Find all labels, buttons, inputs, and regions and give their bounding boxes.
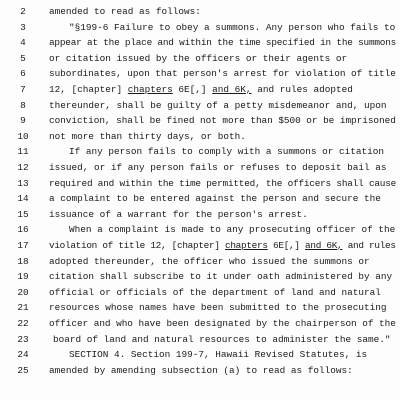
text-segment: conviction, shall be fined not more than $500 or be imprisoned bbox=[49, 115, 396, 127]
text-segment: thereunder, shall be guilty of a petty misdemeanor and, upon bbox=[49, 99, 387, 111]
line-text bbox=[49, 51, 347, 67]
line-text bbox=[49, 176, 396, 192]
line-number: 6 bbox=[20, 68, 26, 80]
text-segment: When a complaint is made to any prosecuting officer of the bbox=[69, 224, 396, 236]
line-text bbox=[49, 285, 381, 301]
line-number: 7 bbox=[20, 84, 26, 95]
line-number: 17 bbox=[17, 240, 29, 251]
document-line bbox=[0, 207, 400, 223]
text-segment: adopted thereunder, the officer who issued the summons or bbox=[49, 255, 370, 267]
line-text bbox=[49, 160, 387, 176]
line-number: 8 bbox=[20, 99, 26, 111]
document-line bbox=[0, 129, 400, 145]
document-line bbox=[0, 113, 400, 129]
text-segment: and rules adopted bbox=[251, 84, 353, 95]
line-text bbox=[49, 269, 392, 285]
text-segment: 12, [chapter] bbox=[49, 84, 128, 95]
line-text bbox=[49, 4, 201, 20]
line-number: 10 bbox=[17, 130, 29, 142]
line-number: 21 bbox=[17, 302, 29, 314]
inserted-text: chapters bbox=[127, 84, 173, 95]
line-text bbox=[49, 207, 308, 223]
text-segment: "§199-6 Failure to obey a summons. Any person who fails to bbox=[69, 21, 396, 33]
line-text bbox=[53, 332, 391, 348]
inserted-text: chapters bbox=[225, 240, 268, 251]
text-segment: citation shall subscribe to it under oath administered by any bbox=[49, 271, 393, 283]
line-text bbox=[49, 82, 353, 98]
text-segment: amended by amending subsection (a) to read as follows: bbox=[49, 364, 353, 376]
line-number: 14 bbox=[17, 193, 29, 205]
line-number: 4 bbox=[20, 37, 26, 49]
document-line bbox=[0, 300, 400, 316]
text-segment: SECTION 4. Section 199-7, Hawaii Revised Statutes, is bbox=[69, 349, 368, 361]
line-text bbox=[49, 113, 396, 129]
text-segment: 6E[,] bbox=[172, 84, 213, 95]
text-segment: violation of title 12, [chapter] bbox=[49, 240, 226, 251]
text-segment: required and within the time permitted, the officers shall cause bbox=[49, 177, 397, 189]
line-text bbox=[49, 316, 396, 332]
text-segment: amended to read as follows: bbox=[49, 6, 201, 17]
line-number: 22 bbox=[17, 318, 29, 329]
document-line bbox=[0, 35, 400, 51]
line-number: 12 bbox=[17, 162, 29, 173]
line-text bbox=[49, 191, 381, 207]
document-line bbox=[0, 222, 400, 238]
text-segment: subordinates, upon that person's arrest for violation of title bbox=[49, 68, 396, 80]
text-segment: official or officials of the department of land and natural bbox=[49, 286, 381, 298]
line-number: 19 bbox=[17, 271, 29, 283]
line-text bbox=[69, 222, 395, 238]
text-segment: If any person fails to comply with a summons or citation bbox=[69, 146, 385, 158]
text-segment: resources whose names have been submitted to the prosecuting bbox=[49, 302, 387, 314]
document-line bbox=[0, 160, 400, 176]
line-text bbox=[49, 363, 353, 379]
line-text bbox=[69, 144, 384, 160]
text-segment: 6E[,] bbox=[267, 240, 306, 251]
line-text bbox=[49, 129, 246, 145]
line-number: 24 bbox=[17, 349, 29, 361]
line-text bbox=[69, 20, 395, 36]
line-text bbox=[49, 35, 396, 51]
line-text bbox=[49, 98, 387, 114]
text-segment: and rules bbox=[342, 240, 396, 251]
text-segment: issued, or if any person fails or refuses to deposit bail as bbox=[49, 162, 387, 173]
line-number: 3 bbox=[20, 21, 26, 33]
text-segment: or citation issued by the officers or their agents or bbox=[49, 52, 348, 64]
line-number: 9 bbox=[20, 115, 26, 127]
line-text bbox=[49, 238, 396, 254]
document-line bbox=[0, 191, 400, 207]
document-line bbox=[0, 269, 400, 285]
line-text bbox=[49, 254, 370, 270]
text-segment: issuance of a warrant for the person's arrest. bbox=[49, 208, 308, 220]
document-line bbox=[0, 176, 400, 192]
line-number: 15 bbox=[17, 208, 29, 220]
document-line bbox=[0, 98, 400, 114]
document-line bbox=[0, 4, 400, 20]
inserted-text: and 6K, bbox=[212, 84, 252, 95]
line-number: 11 bbox=[17, 146, 29, 158]
document-line bbox=[0, 238, 400, 254]
document-line bbox=[0, 285, 400, 301]
line-number: 20 bbox=[17, 286, 29, 298]
text-segment: not more than thirty days, or both. bbox=[49, 130, 246, 142]
line-number: 18 bbox=[17, 255, 29, 267]
line-number: 16 bbox=[17, 224, 29, 236]
document-line bbox=[0, 51, 400, 67]
inserted-text: and 6K, bbox=[305, 240, 343, 251]
text-segment: board of land and natural resources to administer the same." bbox=[53, 333, 391, 345]
document-line bbox=[0, 363, 400, 379]
document-line bbox=[0, 332, 400, 348]
text-segment: officer and who have been designated by the chairperson of the bbox=[49, 318, 396, 329]
line-number: 2 bbox=[20, 6, 26, 17]
line-text bbox=[49, 66, 396, 82]
document-line bbox=[0, 20, 400, 36]
document-line bbox=[0, 66, 400, 82]
document-line bbox=[0, 316, 400, 332]
line-number: 13 bbox=[17, 177, 29, 189]
document-line bbox=[0, 82, 400, 98]
text-segment: appear at the place and within the time specified in the summons bbox=[49, 37, 397, 49]
document-line bbox=[0, 347, 400, 363]
line-text bbox=[69, 347, 367, 363]
line-number: 25 bbox=[17, 364, 29, 376]
document-line bbox=[0, 144, 400, 160]
line-number: 23 bbox=[17, 333, 29, 345]
document-line bbox=[0, 254, 400, 270]
text-segment: a complaint to be entered against the person and secure the bbox=[49, 193, 381, 205]
line-number: 5 bbox=[20, 52, 26, 64]
line-text bbox=[49, 300, 387, 316]
